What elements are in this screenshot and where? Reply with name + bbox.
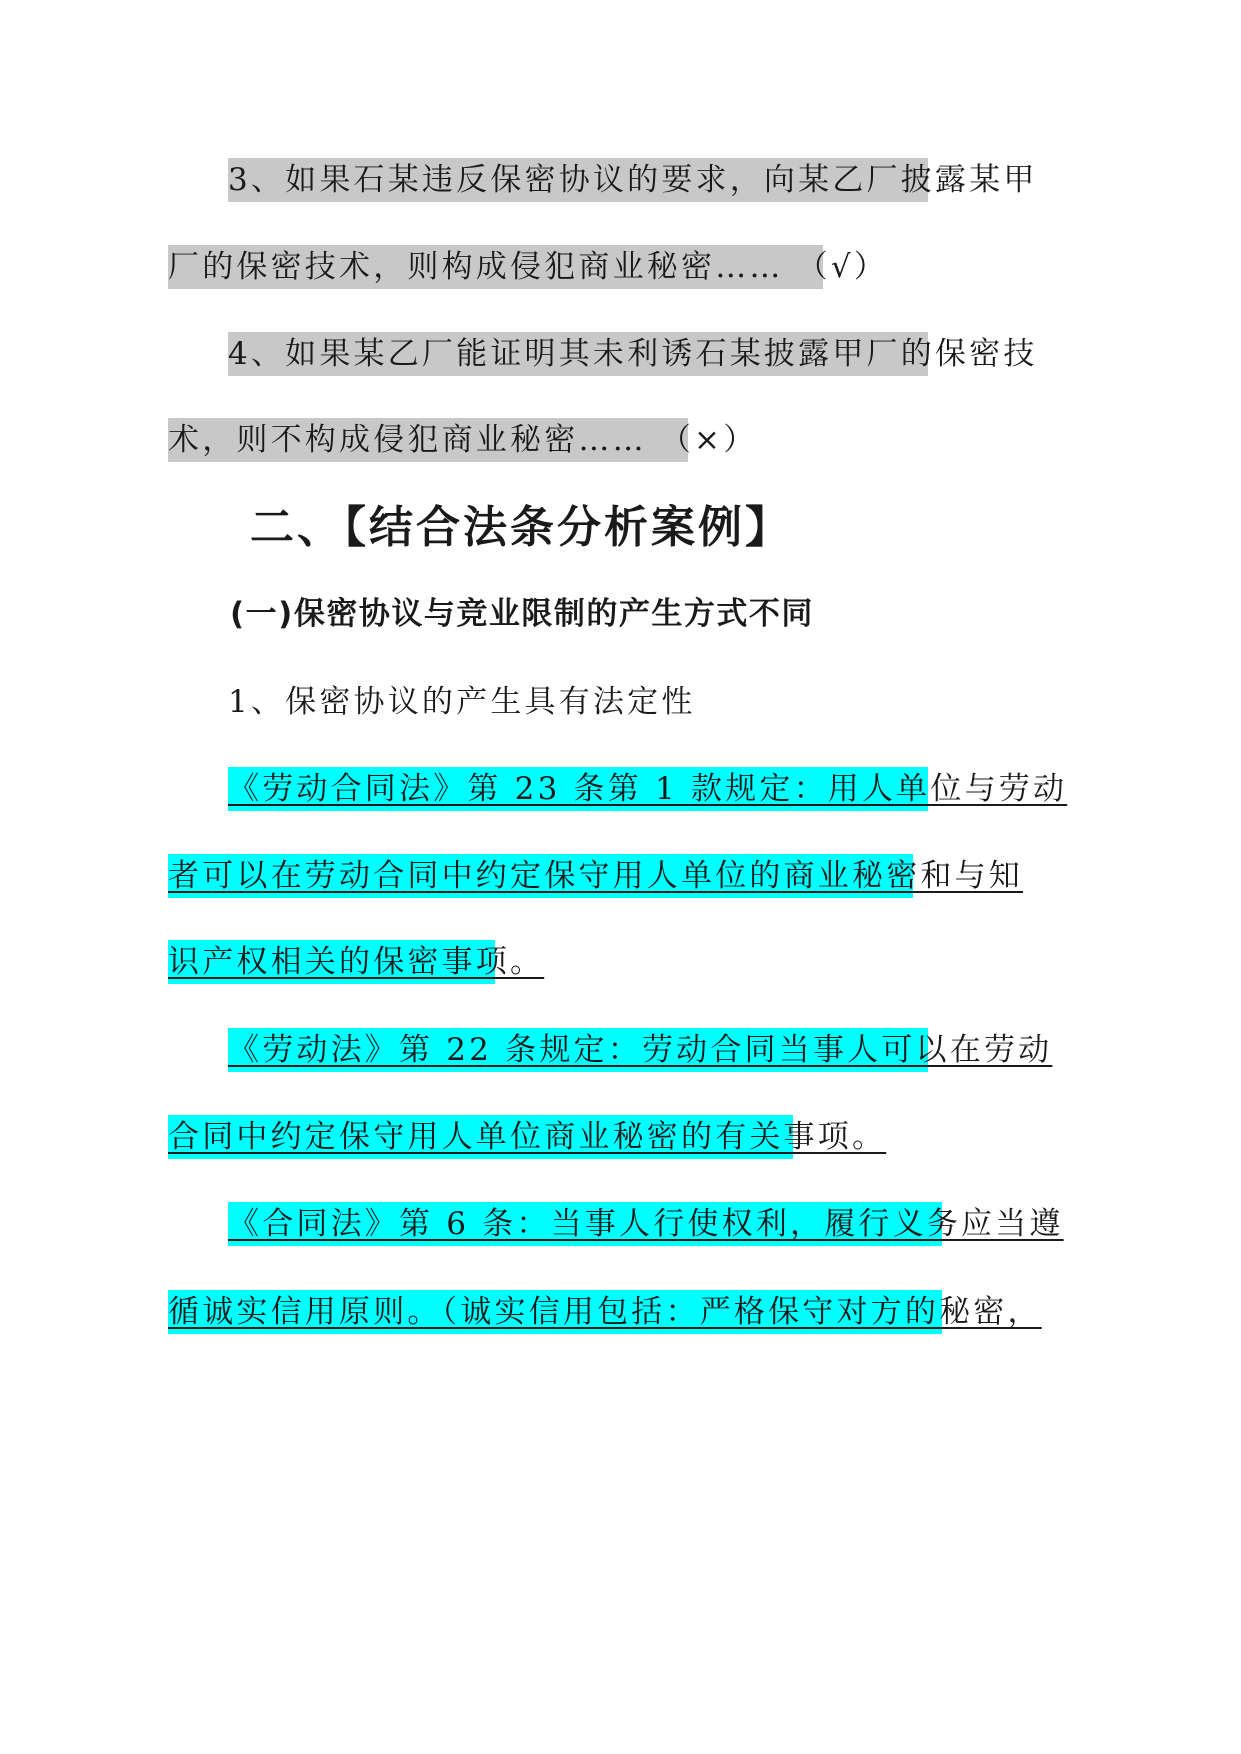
item4-line1: 4、如果某乙厂能证明其未利诱石某披露甲厂的保密技: [228, 332, 928, 376]
law3-line2: 循诚实信用原则。（诚实信用包括：严格保守对方的秘密，: [168, 1290, 942, 1334]
item4-line2: 术，则不构成侵犯商业秘密…… （×）: [168, 418, 688, 462]
law1-line2: 者可以在劳动合同中约定保守用人单位的商业秘密和与知: [168, 854, 913, 898]
section-subheading: (一)保密协议与竞业限制的产生方式不同: [230, 596, 814, 632]
section-heading: 二、【结合法条分析案例】: [250, 502, 792, 553]
law1-line3: 识产权相关的保密事项。: [168, 940, 495, 984]
law1-line1: 《劳动合同法》第 23 条第 1 款规定：用人单位与劳动: [228, 767, 928, 811]
law3-line1: 《合同法》第 6 条：当事人行使权利，履行义务应当遵: [228, 1202, 942, 1246]
item3-line2: 厂的保密技术，则构成侵犯商业秘密…… （√）: [168, 245, 823, 289]
law2-line2: 合同中约定保守用人单位商业秘密的有关事项。: [168, 1115, 793, 1159]
point-1: 1、保密协议的产生具有法定性: [228, 684, 696, 720]
item3-line1: 3、如果石某违反保密协议的要求，向某乙厂披露某甲: [228, 158, 928, 202]
law2-line1: 《劳动法》第 22 条规定：劳动合同当事人可以在劳动: [228, 1028, 928, 1072]
